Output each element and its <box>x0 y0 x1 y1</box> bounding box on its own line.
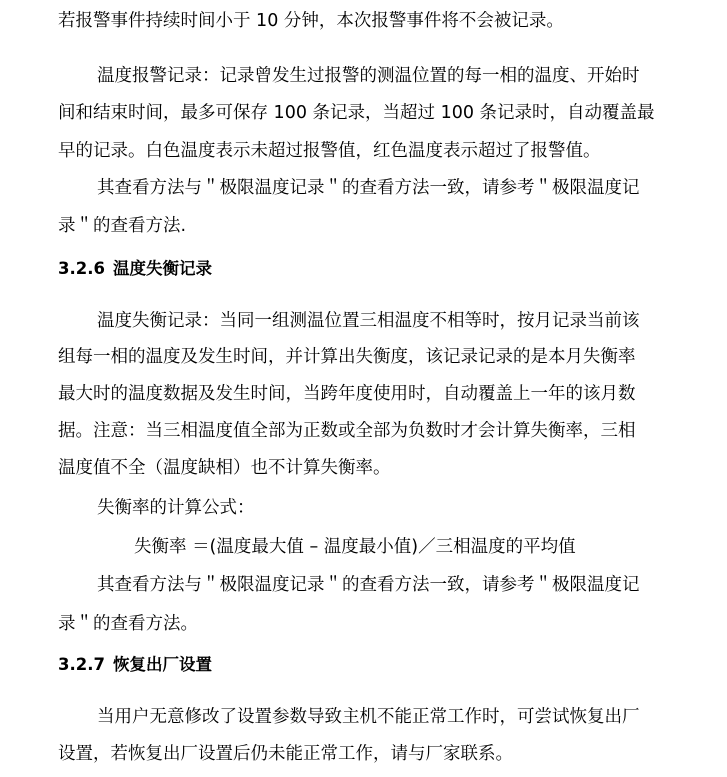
text-line: 据。注意：当三相温度值全部为正数或全部为负数时才会计算失衡率，三相 <box>58 421 636 441</box>
section-number: 3.2.7 <box>58 655 105 674</box>
text-line: 最大时的温度数据及发生时间，当跨年度使用时，自动覆盖上一年的该月数 <box>58 384 636 404</box>
section-title: 温度失衡记录 <box>112 259 212 278</box>
text-line: 组每一相的温度及发生时间，并计算出失衡度，该记录记录的是本月失衡率 <box>58 347 636 367</box>
text-line: 温度报警记录：记录曾发生过报警的测温位置的每一相的温度、开始时 <box>97 66 640 86</box>
text-line: 录＂的查看方法。 <box>58 614 198 634</box>
section-heading-3-2-6 <box>58 257 212 281</box>
text-line: 若报警事件持续时间小于 10 分钟，本次报警事件将不会被记录。 <box>58 11 564 31</box>
text-line: 设置，若恢复出厂设置后仍未能正常工作，请与厂家联系。 <box>58 744 513 764</box>
text-line: 其查看方法与＂极限温度记录＂的查看方法一致，请参考＂极限温度记 <box>97 575 640 595</box>
text-line: 失衡率的计算公式： <box>97 498 255 518</box>
text-line: 当用户无意修改了设置参数导致主机不能正常工作时，可尝试恢复出厂 <box>97 707 640 727</box>
text-line: 间和结束时间，最多可保存 100 条记录，当超过 100 条记录时，自动覆盖最 <box>58 103 655 123</box>
text-line: 温度值不全（温度缺相）也不计算失衡率。 <box>58 458 391 478</box>
text-line: 其查看方法与＂极限温度记录＂的查看方法一致，请参考＂极限温度记 <box>97 178 640 198</box>
section-title: 恢复出厂设置 <box>112 655 212 674</box>
formula-line: 失衡率 ＝(温度最大值 – 温度最小值)／三相温度的平均值 <box>134 537 576 557</box>
text-line: 温度失衡记录：当同一组测温位置三相温度不相等时，按月记录当前该 <box>97 311 640 331</box>
text-line: 录＂的查看方法. <box>58 216 187 236</box>
section-heading-3-2-7 <box>58 653 212 677</box>
section-number: 3.2.6 <box>58 259 105 278</box>
text-line: 早的记录。白色温度表示未超过报警值，红色温度表示超过了报警值。 <box>58 141 601 161</box>
